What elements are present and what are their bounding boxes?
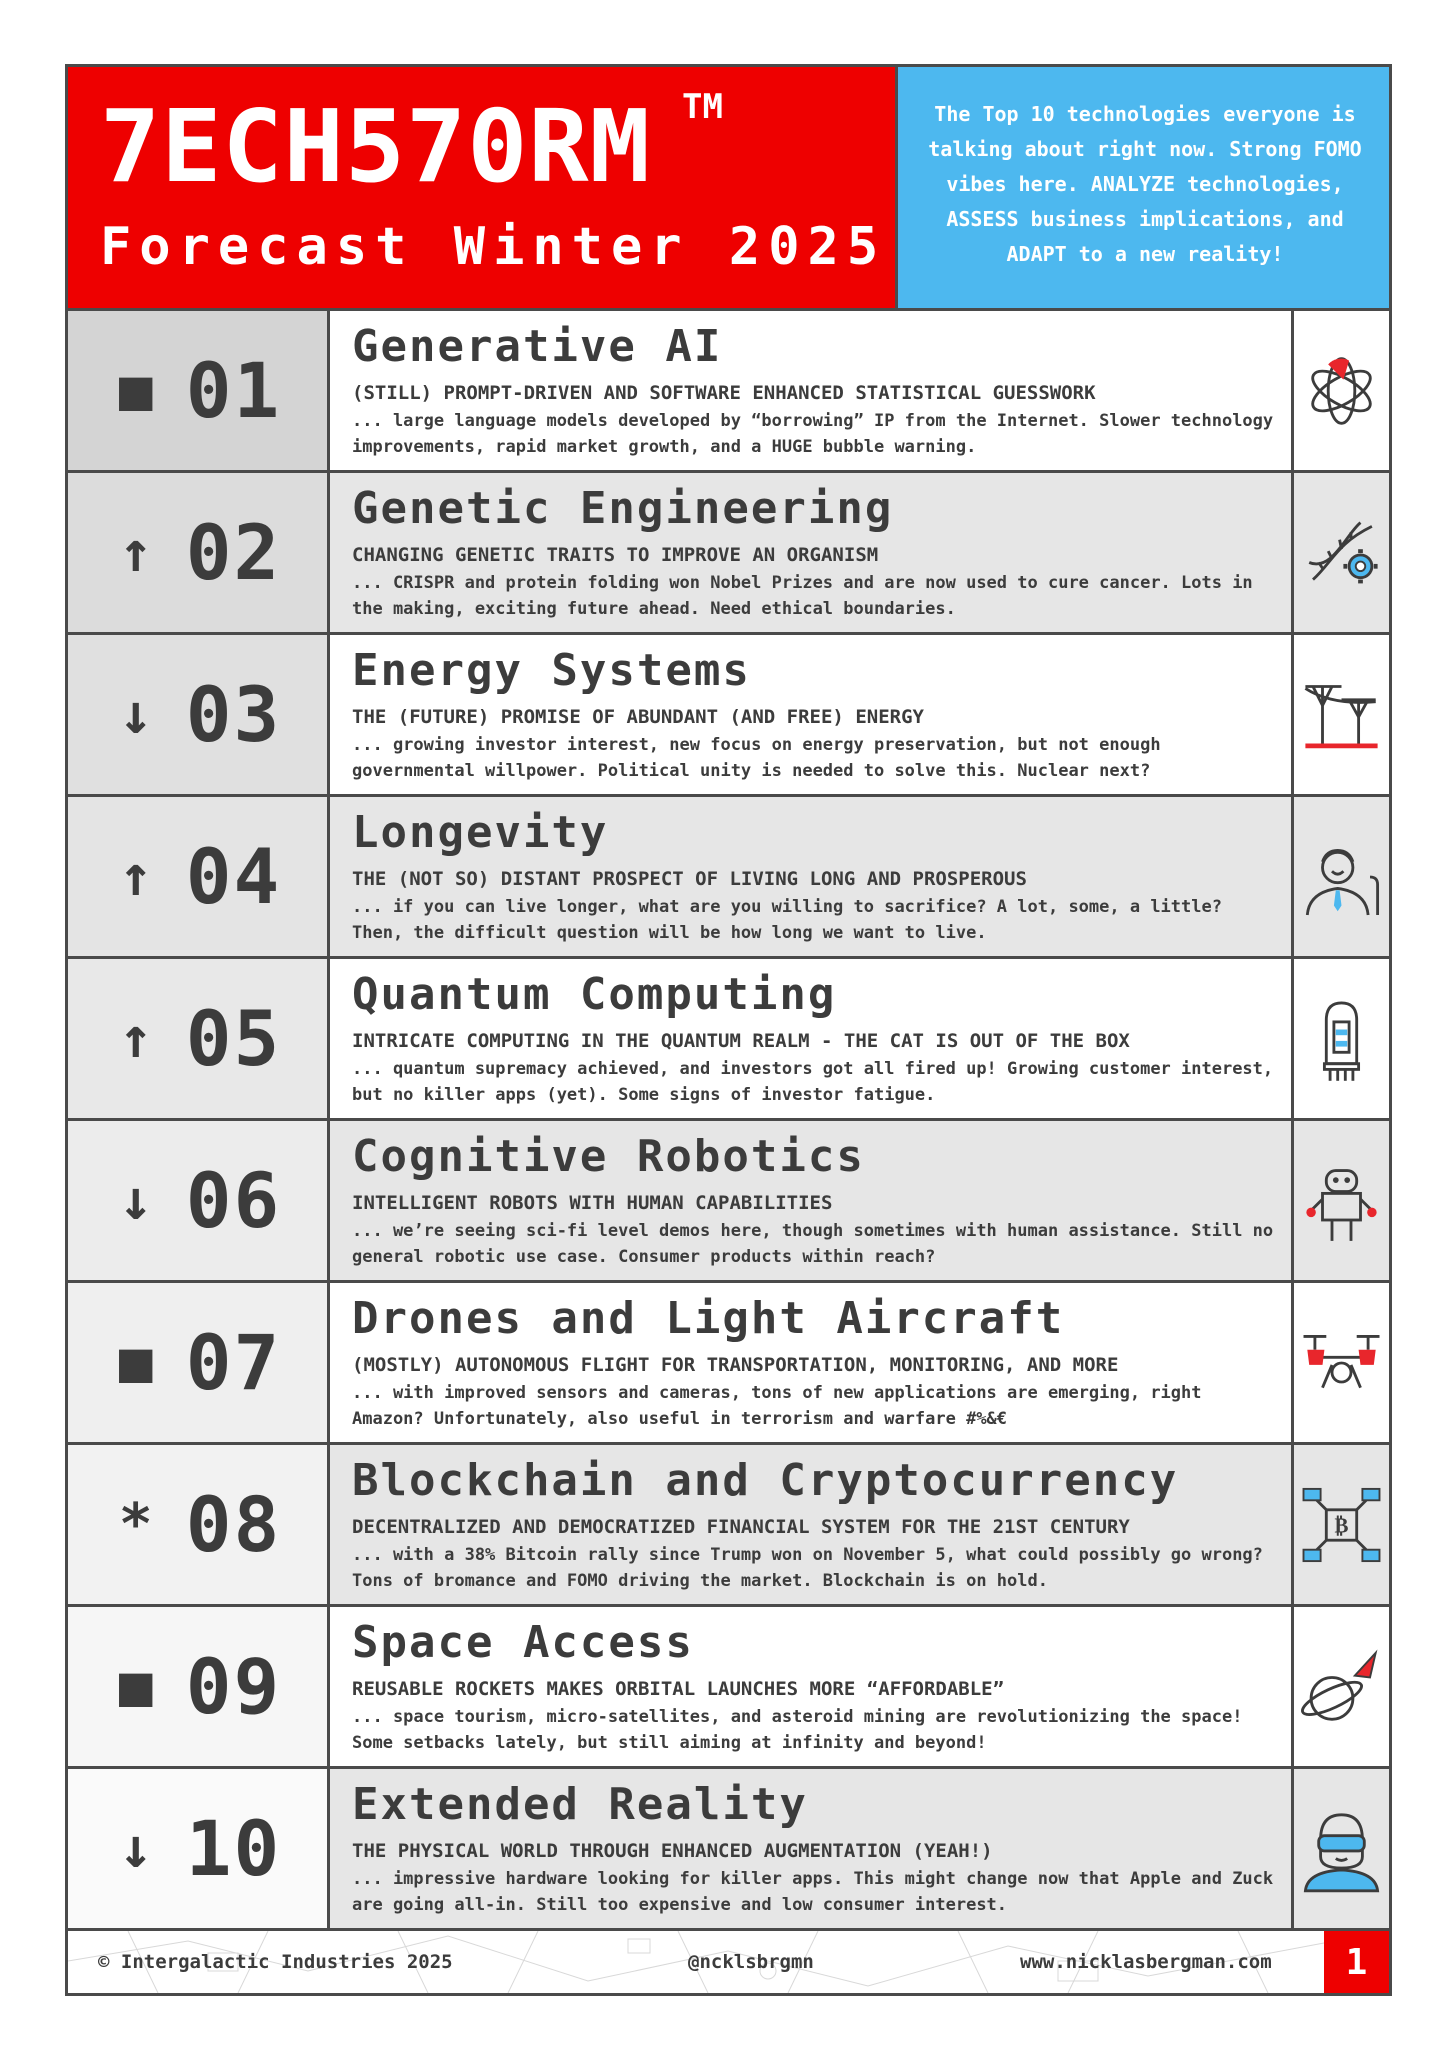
technology-content <box>330 1121 1291 1280</box>
icon-cell <box>1291 1121 1389 1280</box>
technology-description: ... CRISPR and protein folding won Nobel Prizes and are now used to cure cancer. Lots in the making, exciting future ahead. Need ethical boundaries. <box>352 573 1253 619</box>
icon-cell <box>1291 473 1389 632</box>
technology-description: ... large language models developed by “borrowing” IP from the Internet. Slower technology improvements, rapid market growth, and a HUGE bubble warning. <box>352 411 1274 457</box>
technology-tagline: THE (FUTURE) PROMISE OF ABUNDANT (AND FREE) ENERGY <box>352 706 924 728</box>
rank-cell <box>68 473 330 632</box>
header-title-panel <box>68 67 895 308</box>
technology-title: Space Access <box>352 1617 694 1668</box>
technology-title: Drones and Light Aircraft <box>352 1293 1065 1344</box>
technology-description: ... if you can live longer, what are you willing to sacrifice? A lot, some, a little? Then, the difficult question will be how long we want to live. <box>352 897 1222 943</box>
technology-tagline: (MOSTLY) AUTONOMOUS FLIGHT FOR TRANSPORTATION, MONITORING, AND MORE <box>352 1354 1119 1376</box>
technology-title: Blockchain and Cryptocurrency <box>352 1455 1179 1506</box>
header-intro-panel <box>895 67 1389 308</box>
trend-indicator: ↑ <box>118 1005 153 1071</box>
technology-description: ... with a 38% Bitcoin rally since Trump won on November 5, what could possibly go wrong? Tons of bromance and FOMO driving the market. Blockchain is on hold. <box>352 1545 1263 1591</box>
technology-title: Genetic Engineering <box>352 483 894 534</box>
rank-number: 01 <box>185 345 282 435</box>
rocket-planet-icon <box>1294 1637 1389 1737</box>
technology-tagline: INTRICATE COMPUTING IN THE QUANTUM REALM - THE CAT IS OUT OF THE BOX <box>352 1030 1130 1052</box>
rank-number: 07 <box>185 1317 282 1407</box>
technology-tagline: THE (NOT SO) DISTANT PROSPECT OF LIVING LONG AND PROSPEROUS <box>352 868 1027 890</box>
technology-tagline: (STILL) PROMPT-DRIVEN AND SOFTWARE ENHANCED STATISTICAL GUESSWORK <box>352 382 1096 404</box>
technology-row <box>68 797 1389 959</box>
icon-cell <box>1291 311 1389 470</box>
elderly-man-icon <box>1294 827 1389 927</box>
technology-row <box>68 1769 1389 1931</box>
technology-title: Cognitive Robotics <box>352 1131 865 1182</box>
technology-description: ... impressive hardware looking for killer apps. This might change now that Apple and Zuck are going all-in. Still too expensive and low consumer interest. <box>352 1869 1274 1915</box>
forecast-subtitle: Forecast Winter 2025 <box>100 217 887 277</box>
technology-title: Generative AI <box>352 321 723 372</box>
rank-cell <box>68 1607 330 1766</box>
intro-tagline: The Top 10 technologies everyone is talking about right now. Strong FOMO vibes here. ANALYZE technologies, ASSESS business implications, and ADAPT to a new reality! <box>928 102 1362 266</box>
dna-gear-icon <box>1294 503 1389 603</box>
technology-tagline: CHANGING GENETIC TRAITS TO IMPROVE AN ORGANISM <box>352 544 879 566</box>
icon-cell <box>1291 1445 1389 1604</box>
technology-row <box>68 959 1389 1121</box>
technology-content <box>330 311 1291 470</box>
icon-cell <box>1291 1607 1389 1766</box>
rank-number: 06 <box>185 1155 282 1245</box>
rank-cell <box>68 797 330 956</box>
icon-cell <box>1291 1769 1389 1928</box>
bitcoin-network-icon <box>1294 1475 1389 1575</box>
power-line-icon <box>1294 665 1389 765</box>
rank-number: 05 <box>185 993 282 1083</box>
technology-row <box>68 311 1389 473</box>
technology-row <box>68 473 1389 635</box>
technology-title: Quantum Computing <box>352 969 837 1020</box>
trend-indicator: ↓ <box>118 681 153 747</box>
social-handle[interactable]: @ncklsbrgmn <box>688 1951 814 1973</box>
drone-icon <box>1294 1313 1389 1413</box>
rank-cell <box>68 1283 330 1442</box>
rank-cell <box>68 1121 330 1280</box>
icon-cell <box>1291 1283 1389 1442</box>
technology-title: Longevity <box>352 807 609 858</box>
icon-cell <box>1291 959 1389 1118</box>
rank-cell <box>68 1769 330 1928</box>
trend-indicator: ↑ <box>118 843 153 909</box>
trend-indicator: ↓ <box>118 1167 153 1233</box>
rank-cell <box>68 1445 330 1604</box>
svg-text:₿: ₿ <box>1334 1513 1349 1538</box>
brand-title: 7ECH570RM <box>100 88 651 205</box>
robot-icon <box>1294 1151 1389 1251</box>
technology-title: Energy Systems <box>352 645 751 696</box>
technology-description: ... with improved sensors and cameras, tons of new applications are emerging, right Amazon? Unfortunately, also useful in terrorism and warfare #%&€ <box>352 1383 1202 1429</box>
technology-tagline: INTELLIGENT ROBOTS WITH HUMAN CAPABILITIES <box>352 1192 833 1214</box>
technology-row <box>68 1121 1389 1283</box>
rank-cell <box>68 635 330 794</box>
icon-cell <box>1291 797 1389 956</box>
trend-indicator: ■ <box>118 1329 153 1395</box>
technology-content <box>330 1769 1291 1928</box>
page-frame <box>65 64 1392 1996</box>
footer <box>68 1931 1389 1993</box>
technology-tagline: REUSABLE ROCKETS MAKES ORBITAL LAUNCHES MORE “AFFORDABLE” <box>352 1678 1005 1700</box>
openai-knot-icon <box>1294 341 1389 441</box>
technology-description: ... we’re seeing sci-fi level demos here, though sometimes with human assistance. Still no general robotic use case. Consumer products within reach? <box>352 1221 1274 1267</box>
rank-number: 08 <box>185 1479 282 1569</box>
technology-tagline: THE PHYSICAL WORLD THROUGH ENHANCED AUGMENTATION (YEAH!) <box>352 1840 993 1862</box>
technology-content <box>330 1283 1291 1442</box>
technology-description: ... quantum supremacy achieved, and investors got all fired up! Growing customer interest, but no killer apps (yet). Some signs of investor fatigue. <box>352 1059 1274 1105</box>
technology-content <box>330 635 1291 794</box>
page-number: 1 <box>1324 1931 1389 1993</box>
technology-row <box>68 1445 1389 1607</box>
technology-description: ... space tourism, micro-satellites, and asteroid mining are revolutionizing the space! Some setbacks lately, but still aiming at infinity and beyond! <box>352 1707 1243 1753</box>
website-link[interactable]: www.nicklasbergman.com <box>1020 1951 1272 1973</box>
copyright-text: © Intergalactic Industries 2025 <box>98 1951 453 1973</box>
rank-cell <box>68 959 330 1118</box>
vacuum-tube-icon <box>1294 989 1389 1089</box>
technology-title: Extended Reality <box>352 1779 808 1830</box>
trend-indicator: * <box>118 1491 153 1557</box>
technology-tagline: DECENTRALIZED AND DEMOCRATIZED FINANCIAL SYSTEM FOR THE 21ST CENTURY <box>352 1516 1130 1538</box>
technology-content <box>330 797 1291 956</box>
icon-cell <box>1291 635 1389 794</box>
trend-indicator: ↓ <box>118 1815 153 1881</box>
technology-content <box>330 1445 1291 1604</box>
rank-number: 10 <box>185 1803 282 1893</box>
header <box>68 67 1389 311</box>
technology-list <box>68 311 1389 1931</box>
trademark-mark: TM <box>682 87 723 127</box>
trend-indicator: ↑ <box>118 519 153 585</box>
technology-content <box>330 473 1291 632</box>
rank-number: 04 <box>185 831 282 921</box>
technology-description: ... growing investor interest, new focus on energy preservation, but not enough governmental willpower. Political unity is needed to solve this. Nuclear next? <box>352 735 1161 781</box>
technology-row <box>68 1607 1389 1769</box>
rank-cell <box>68 311 330 470</box>
technology-row <box>68 1283 1389 1445</box>
trend-indicator: ■ <box>118 357 153 423</box>
rank-number: 09 <box>185 1641 282 1731</box>
technology-content <box>330 1607 1291 1766</box>
vr-headset-person-icon <box>1294 1799 1389 1899</box>
technology-content <box>330 959 1291 1118</box>
rank-number: 03 <box>185 669 282 759</box>
technology-row <box>68 635 1389 797</box>
trend-indicator: ■ <box>118 1653 153 1719</box>
rank-number: 02 <box>185 507 282 597</box>
